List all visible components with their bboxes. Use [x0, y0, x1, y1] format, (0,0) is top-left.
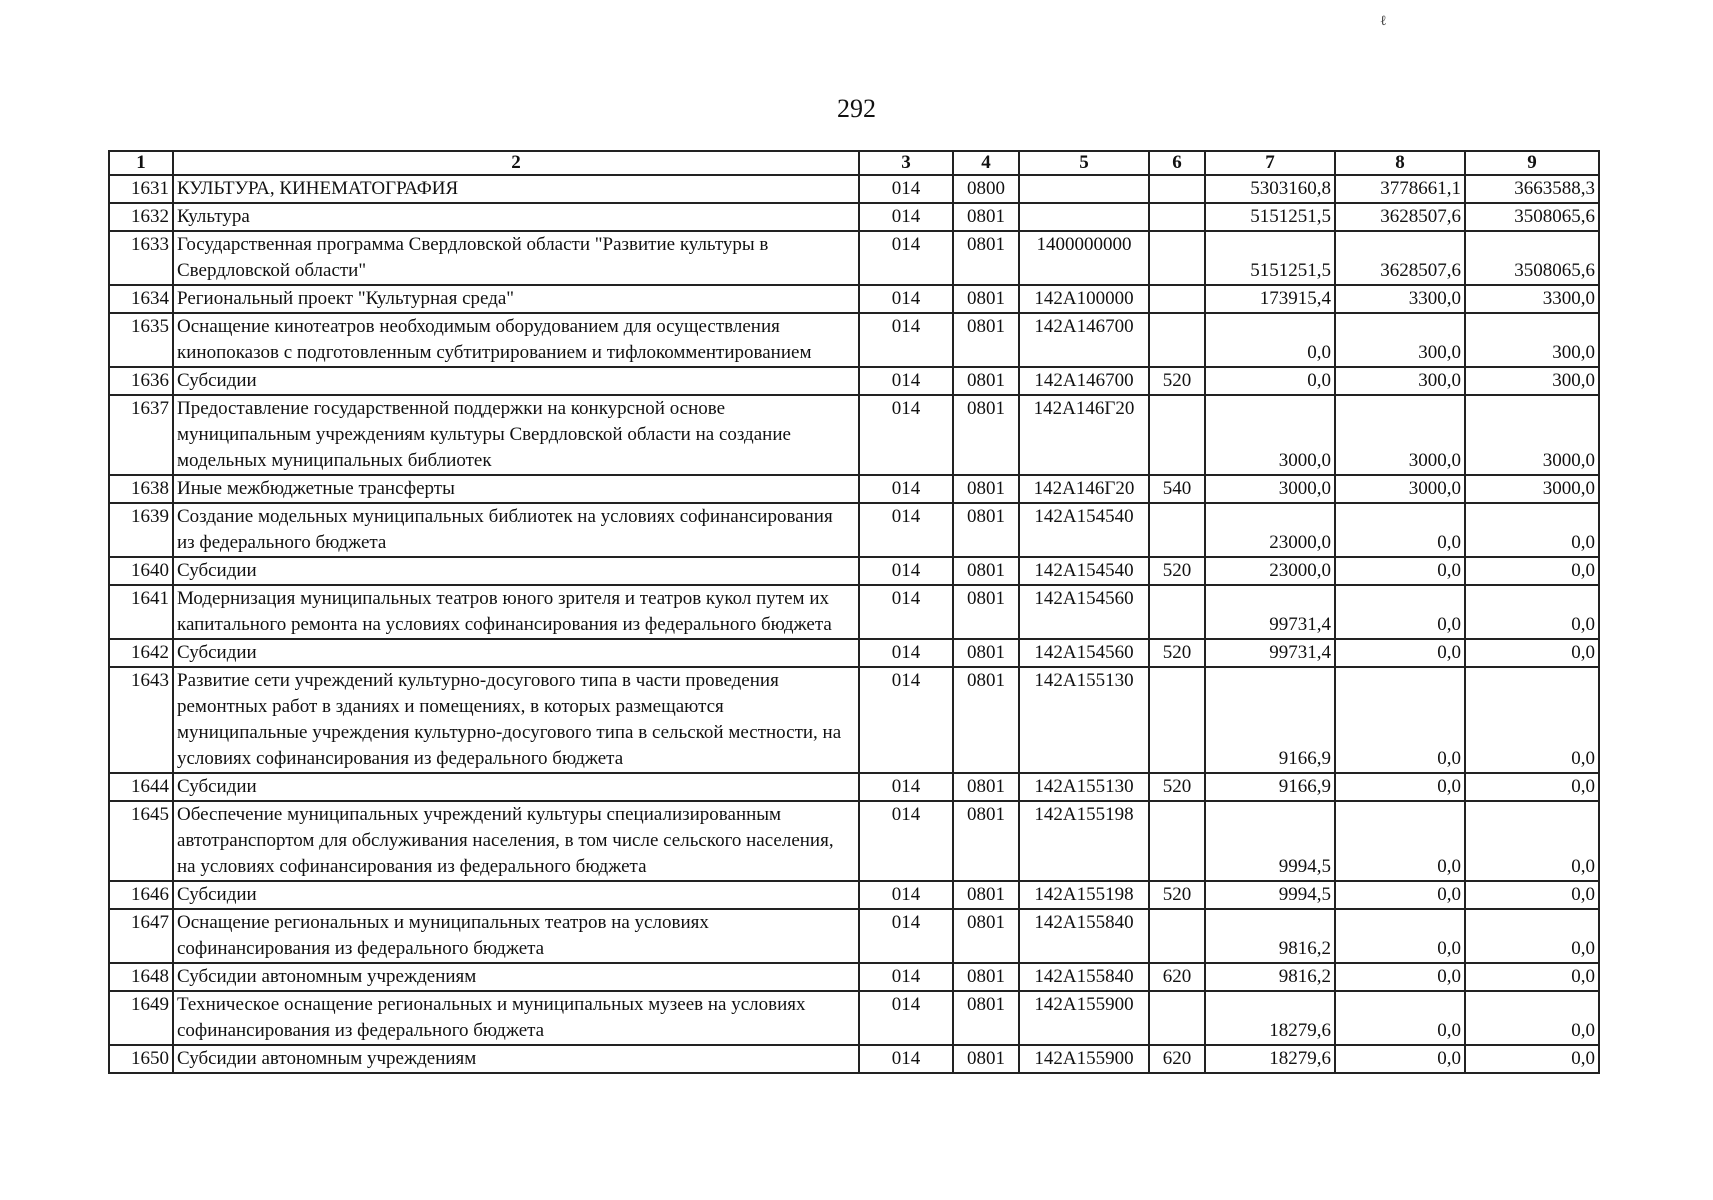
table-row [109, 395, 1599, 475]
row-name: Обеспечение муниципальных учреждений культуры специализированным автотранспортом для обслуживания населения, в том числе сельского населения, на условиях софинансирования из федерального бюджета [173, 801, 859, 881]
row-col-6: 520 [1149, 639, 1205, 667]
row-col-4: 0801 [953, 963, 1019, 991]
row-col-7: 99731,4 [1205, 639, 1335, 667]
row-name: Государственная программа Свердловской области "Развитие культуры в Свердловской области" [173, 231, 859, 285]
row-col-4: 0801 [953, 395, 1019, 475]
row-col-5: 142A155900 [1019, 991, 1149, 1045]
row-col-7: 9816,2 [1205, 963, 1335, 991]
row-col-5: 142A100000 [1019, 285, 1149, 313]
row-col-6 [1149, 231, 1205, 285]
row-name: Региональный проект "Культурная среда" [173, 285, 859, 313]
row-col-9: 300,0 [1465, 313, 1599, 367]
row-col-3: 014 [859, 909, 953, 963]
row-name: Оснащение кинотеатров необходимым оборудованием для осуществления кинопоказов с подготовленным субтитрированием и тифлокомментированием [173, 313, 859, 367]
row-col-5: 142A154560 [1019, 585, 1149, 639]
row-col-3: 014 [859, 667, 953, 773]
row-col-3: 014 [859, 557, 953, 585]
row-col-6 [1149, 667, 1205, 773]
table-row [109, 991, 1599, 1045]
row-col-8: 0,0 [1335, 639, 1465, 667]
row-number: 1649 [109, 991, 173, 1045]
row-col-8: 3778661,1 [1335, 175, 1465, 203]
table-row [109, 231, 1599, 285]
table-row [109, 909, 1599, 963]
row-col-5: 142A146Г20 [1019, 395, 1149, 475]
row-col-7: 9994,5 [1205, 881, 1335, 909]
row-col-3: 014 [859, 963, 953, 991]
row-col-7: 173915,4 [1205, 285, 1335, 313]
row-col-8: 3300,0 [1335, 285, 1465, 313]
row-name: Субсидии автономным учреждениям [173, 1045, 859, 1073]
row-name: Предоставление государственной поддержки на конкурсной основе муниципальным учреждениям культуры Свердловской области на создание модельных муниципальных библиотек [173, 395, 859, 475]
row-name: Развитие сети учреждений культурно-досугового типа в части проведения ремонтных работ в зданиях и помещениях, в которых размещаются муниципальные учреждения культурно-досугового типа в сельской местности, на условиях софинансирования из федерального бюджета [173, 667, 859, 773]
header-col-9: 9 [1465, 151, 1599, 175]
row-name: Техническое оснащение региональных и муниципальных музеев на условиях софинансирования из федерального бюджета [173, 991, 859, 1045]
row-name: Создание модельных муниципальных библиотек на условиях софинансирования из федерального бюджета [173, 503, 859, 557]
row-number: 1644 [109, 773, 173, 801]
row-col-7: 0,0 [1205, 367, 1335, 395]
row-col-8: 0,0 [1335, 963, 1465, 991]
row-col-6 [1149, 801, 1205, 881]
row-col-9: 0,0 [1465, 557, 1599, 585]
row-col-5 [1019, 203, 1149, 231]
row-col-5: 142A154540 [1019, 557, 1149, 585]
row-col-9: 0,0 [1465, 991, 1599, 1045]
row-number: 1646 [109, 881, 173, 909]
row-col-5: 142A155198 [1019, 881, 1149, 909]
row-col-8: 0,0 [1335, 585, 1465, 639]
row-name: Оснащение региональных и муниципальных театров на условиях софинансирования из федерального бюджета [173, 909, 859, 963]
budget-table [108, 150, 1600, 1074]
row-number: 1637 [109, 395, 173, 475]
row-name: Субсидии [173, 773, 859, 801]
row-name: Иные межбюджетные трансферты [173, 475, 859, 503]
row-col-7: 0,0 [1205, 313, 1335, 367]
row-col-9: 0,0 [1465, 667, 1599, 773]
row-col-5: 142A146700 [1019, 313, 1149, 367]
table-row [109, 557, 1599, 585]
row-col-5: 142A154540 [1019, 503, 1149, 557]
row-col-6: 520 [1149, 557, 1205, 585]
row-col-9: 0,0 [1465, 639, 1599, 667]
header-row [109, 151, 1599, 175]
table-row [109, 963, 1599, 991]
row-col-7: 18279,6 [1205, 1045, 1335, 1073]
row-col-6 [1149, 909, 1205, 963]
row-col-4: 0801 [953, 203, 1019, 231]
row-number: 1643 [109, 667, 173, 773]
row-col-6: 520 [1149, 773, 1205, 801]
header-col-7: 7 [1205, 151, 1335, 175]
row-col-3: 014 [859, 585, 953, 639]
row-col-6 [1149, 395, 1205, 475]
row-col-5: 142A154560 [1019, 639, 1149, 667]
row-col-6: 520 [1149, 367, 1205, 395]
row-number: 1632 [109, 203, 173, 231]
row-col-7: 99731,4 [1205, 585, 1335, 639]
row-col-8: 0,0 [1335, 909, 1465, 963]
row-col-3: 014 [859, 1045, 953, 1073]
row-col-7: 9166,9 [1205, 667, 1335, 773]
row-col-7: 23000,0 [1205, 503, 1335, 557]
row-col-8: 0,0 [1335, 503, 1465, 557]
table-row [109, 801, 1599, 881]
row-col-9: 0,0 [1465, 909, 1599, 963]
row-col-9: 300,0 [1465, 367, 1599, 395]
row-col-3: 014 [859, 231, 953, 285]
row-col-5: 142A155900 [1019, 1045, 1149, 1073]
row-col-8: 0,0 [1335, 667, 1465, 773]
table-row [109, 585, 1599, 639]
row-col-4: 0801 [953, 639, 1019, 667]
table-row [109, 639, 1599, 667]
row-number: 1640 [109, 557, 173, 585]
row-col-6 [1149, 503, 1205, 557]
header-col-4: 4 [953, 151, 1019, 175]
row-col-9: 0,0 [1465, 881, 1599, 909]
row-col-9: 3508065,6 [1465, 203, 1599, 231]
row-name: Субсидии [173, 557, 859, 585]
row-col-9: 0,0 [1465, 1045, 1599, 1073]
table-row [109, 367, 1599, 395]
row-col-3: 014 [859, 801, 953, 881]
header-col-8: 8 [1335, 151, 1465, 175]
row-col-4: 0801 [953, 231, 1019, 285]
row-col-4: 0801 [953, 367, 1019, 395]
row-col-3: 014 [859, 639, 953, 667]
row-col-5 [1019, 175, 1149, 203]
row-name: Субсидии [173, 881, 859, 909]
row-col-7: 3000,0 [1205, 395, 1335, 475]
row-col-7: 23000,0 [1205, 557, 1335, 585]
row-col-8: 0,0 [1335, 881, 1465, 909]
row-col-8: 3000,0 [1335, 395, 1465, 475]
row-col-5: 142A155198 [1019, 801, 1149, 881]
row-col-8: 0,0 [1335, 1045, 1465, 1073]
row-col-3: 014 [859, 285, 953, 313]
row-col-4: 0801 [953, 285, 1019, 313]
row-col-9: 3000,0 [1465, 395, 1599, 475]
row-col-8: 300,0 [1335, 313, 1465, 367]
row-col-6 [1149, 175, 1205, 203]
row-col-3: 014 [859, 881, 953, 909]
table-row [109, 313, 1599, 367]
table-row [109, 475, 1599, 503]
header-col-6: 6 [1149, 151, 1205, 175]
row-col-6: 540 [1149, 475, 1205, 503]
table-body [109, 175, 1599, 1073]
row-col-8: 3628507,6 [1335, 203, 1465, 231]
row-col-6: 620 [1149, 963, 1205, 991]
row-col-3: 014 [859, 503, 953, 557]
row-number: 1639 [109, 503, 173, 557]
row-col-6 [1149, 203, 1205, 231]
row-col-8: 0,0 [1335, 991, 1465, 1045]
row-col-7: 3000,0 [1205, 475, 1335, 503]
table-row [109, 881, 1599, 909]
table-row [109, 175, 1599, 203]
page-number: 292 [837, 94, 876, 123]
row-col-3: 014 [859, 395, 953, 475]
row-col-3: 014 [859, 991, 953, 1045]
row-col-8: 0,0 [1335, 557, 1465, 585]
row-col-4: 0801 [953, 909, 1019, 963]
row-col-8: 0,0 [1335, 773, 1465, 801]
row-col-3: 014 [859, 475, 953, 503]
header-col-2: 2 [173, 151, 859, 175]
row-col-3: 014 [859, 367, 953, 395]
row-col-9: 0,0 [1465, 773, 1599, 801]
row-name: Культура [173, 203, 859, 231]
row-col-9: 3300,0 [1465, 285, 1599, 313]
row-number: 1636 [109, 367, 173, 395]
row-col-6 [1149, 991, 1205, 1045]
margin-mark: ℓ [1380, 14, 1387, 29]
row-col-7: 9816,2 [1205, 909, 1335, 963]
row-name: КУЛЬТУРА, КИНЕМАТОГРАФИЯ [173, 175, 859, 203]
row-col-5: 142A155840 [1019, 963, 1149, 991]
row-col-7: 5303160,8 [1205, 175, 1335, 203]
row-col-9: 3508065,6 [1465, 231, 1599, 285]
row-number: 1635 [109, 313, 173, 367]
row-col-4: 0801 [953, 667, 1019, 773]
row-number: 1633 [109, 231, 173, 285]
row-col-7: 5151251,5 [1205, 203, 1335, 231]
row-col-9: 0,0 [1465, 963, 1599, 991]
row-col-6: 520 [1149, 881, 1205, 909]
row-col-9: 0,0 [1465, 801, 1599, 881]
row-col-4: 0800 [953, 175, 1019, 203]
row-col-3: 014 [859, 175, 953, 203]
row-name: Модернизация муниципальных театров юного зрителя и театров кукол путем их капитального ремонта на условиях софинансирования из федерального бюджета [173, 585, 859, 639]
row-col-8: 3628507,6 [1335, 231, 1465, 285]
row-col-4: 0801 [953, 991, 1019, 1045]
table-row [109, 1045, 1599, 1073]
table-row [109, 203, 1599, 231]
row-col-5: 142A146700 [1019, 367, 1149, 395]
row-col-8: 300,0 [1335, 367, 1465, 395]
row-col-4: 0801 [953, 313, 1019, 367]
header-col-1: 1 [109, 151, 173, 175]
row-number: 1641 [109, 585, 173, 639]
row-name: Субсидии [173, 367, 859, 395]
row-col-5: 1400000000 [1019, 231, 1149, 285]
table-row [109, 667, 1599, 773]
row-name: Субсидии автономным учреждениям [173, 963, 859, 991]
row-number: 1650 [109, 1045, 173, 1073]
row-col-5: 142A155130 [1019, 667, 1149, 773]
row-col-7: 5151251,5 [1205, 231, 1335, 285]
row-col-4: 0801 [953, 801, 1019, 881]
row-col-7: 18279,6 [1205, 991, 1335, 1045]
row-col-5: 142A155130 [1019, 773, 1149, 801]
row-col-4: 0801 [953, 557, 1019, 585]
row-col-9: 0,0 [1465, 503, 1599, 557]
row-number: 1631 [109, 175, 173, 203]
row-col-9: 0,0 [1465, 585, 1599, 639]
row-number: 1642 [109, 639, 173, 667]
row-col-5: 142A146Г20 [1019, 475, 1149, 503]
row-col-4: 0801 [953, 475, 1019, 503]
row-col-9: 3000,0 [1465, 475, 1599, 503]
table-row [109, 773, 1599, 801]
row-col-6 [1149, 585, 1205, 639]
table-row [109, 503, 1599, 557]
row-name: Субсидии [173, 639, 859, 667]
row-col-8: 3000,0 [1335, 475, 1465, 503]
row-col-4: 0801 [953, 773, 1019, 801]
table-row [109, 285, 1599, 313]
row-number: 1638 [109, 475, 173, 503]
header-col-3: 3 [859, 151, 953, 175]
row-col-3: 014 [859, 313, 953, 367]
row-col-3: 014 [859, 773, 953, 801]
row-col-6 [1149, 285, 1205, 313]
row-col-6: 620 [1149, 1045, 1205, 1073]
row-col-4: 0801 [953, 1045, 1019, 1073]
row-col-4: 0801 [953, 881, 1019, 909]
row-number: 1647 [109, 909, 173, 963]
row-col-4: 0801 [953, 585, 1019, 639]
row-col-6 [1149, 313, 1205, 367]
row-number: 1634 [109, 285, 173, 313]
row-number: 1645 [109, 801, 173, 881]
row-number: 1648 [109, 963, 173, 991]
row-col-4: 0801 [953, 503, 1019, 557]
row-col-7: 9166,9 [1205, 773, 1335, 801]
header-col-5: 5 [1019, 151, 1149, 175]
row-col-7: 9994,5 [1205, 801, 1335, 881]
row-col-9: 3663588,3 [1465, 175, 1599, 203]
row-col-8: 0,0 [1335, 801, 1465, 881]
row-col-5: 142A155840 [1019, 909, 1149, 963]
row-col-3: 014 [859, 203, 953, 231]
